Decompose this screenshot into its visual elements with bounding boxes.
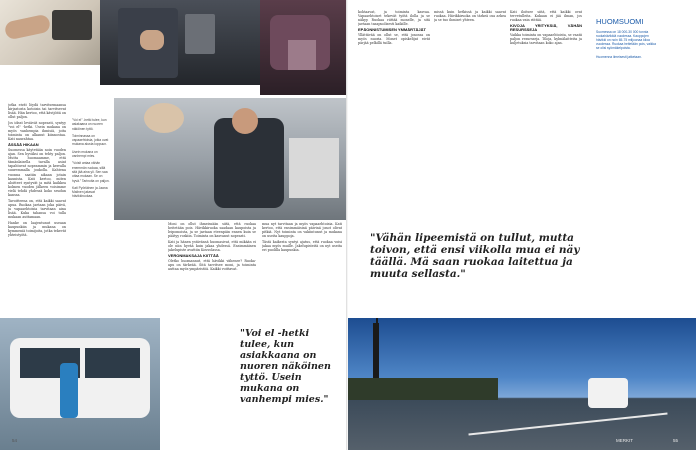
small-quote-3: Usein mukana on vanhempi mies. [72, 149, 98, 159]
mid-paragraph-3: Oletko huomannut, että hävikki vähenee? Ruoka-apu on tärkeää. Sitä tarvitsee moni, ja toiminta auttaa myös ympäristöä. Kaikki voittavat. [168, 258, 256, 271]
right-column-left-page [262, 222, 342, 322]
bus-photo [0, 318, 160, 450]
intro-paragraph-2: Jos ideat leviävät nopeasti, syntyy "voi el" -hetki. Usein mukana on myös vanhempia ihmisiä, joita toiminta on alkanut kiinnostaa. Kati naurahtaa. [8, 120, 66, 142]
right-page [348, 0, 696, 450]
facts-body: Suomessa on 18 000-30 000 tonnia ruokahävikkiä vuodessa. Kauppojen hävikki on noin 65-75 miljoonaa kiloa vuodessa. Ruokaa heitetään pois, vaikka se olisi syömäkelpoista. [596, 29, 656, 51]
top-center-photo [100, 0, 260, 85]
facts-sidebar [596, 18, 656, 268]
intro-paragraph-1: jotka eivät löydä tarvitsemaansa kirjastosta kotoisin tai tarvitsevat lisää. Hän kertoo, että kävijöitä on ollut paljon. [8, 103, 66, 120]
left-page-number: 54 [12, 438, 18, 443]
right-col-1 [358, 10, 430, 225]
top-left-photo [0, 0, 100, 65]
body-paragraph-1: Suomessa käytetään noin vuoden ajan. Sen hyväksi on tehty paljon. Mutta huomaamme, että tämänlaisella tavalla asiat tapahtuvat nopeammin ja kerralla suuremmalla joukolla. Kahtena vuonna saatiin aikaan jotain kaunista. Kati kertoo, miten aloitteet syntyvät ja mitä kaikkea kolmen vuoden jälkeen voisimme vielä tehdä yhdessä koko seudun kanssa. [8, 147, 66, 197]
facts-title: HUOMSUOMI [596, 17, 644, 26]
heading-assaa: ÄSSÄÄ HIKAAN [8, 141, 39, 147]
small-quote-1: "Voi el" -hetki tulee, kun asiakaana on nuoren näköinen tyttö. [72, 118, 107, 131]
right-col-3 [510, 10, 582, 225]
road-photo [348, 318, 696, 450]
right-col-paragraph-1: mua nyt tarvitaan ja myös vapaaehtoisia. Kati kertoo, että ensimmäisinä päivinä jonot olivat pitkiä. Nyt toiminta on vakiintunut ja mukana on useita kauppoja. [262, 222, 342, 239]
mid-paragraph-2: Kati ja hänen ystävänsä huomasivat, että mikään ei ole niin hyvää kuin jakaa yhdessä. Ensimmäinen jakelupiste avattiin Kouvolassa. [168, 239, 256, 253]
middle-photo [114, 98, 348, 220]
facts-note: Huomenna ilmeisesti jatketaan. [596, 54, 642, 59]
heading-veronmaksaja: VERONMAKSAJA KIITTÄÄ [168, 252, 219, 258]
heading-epaonnistumisen: EPÄONNISTUMISEN YMMÄRTÄJÄT [358, 26, 426, 32]
sidebar-text-2: Kati Pyöriäinen ja Jaana Malinen jakavat hävikkiruokaa. [72, 185, 108, 199]
right-pull-quote: "Vähän lipeemistä on tullut, mutta toivon, että ensi viikolla mua ei näy täällä. Mä saan ruokaa laitettua ja muuta sellasta." [370, 232, 580, 280]
mid-paragraph-1: Moni on ollut ihmeissään siitä, että ruokaa heitetään pois. Hävikkiruoka saadaan kaupoista ja leipomoista, ja se jaetaan eteenpäin ennen kuin se päätyy roskiin. Toiminta on kasvanut nopeasti. [168, 222, 256, 239]
magazine-name: MERKIT [616, 438, 634, 443]
right-col3-paragraph-2: Vaikka toiminta on vapaaehtoista, se vaatii paljon resursseja. Tiloja, kylmälaitteita ja kuljetuksia tarvitaan koko ajan. [510, 32, 582, 46]
right-page-number: 55 [673, 438, 679, 443]
body-paragraph-2: Tavoitteena on, että kaikki saavat apua. Ruokaa jaetaan joka päivä, ja vapaaehtoisia tarvitaan aina lisää. Kuka tahansa voi tulla mukaan auttamaan. [8, 198, 66, 219]
intro-column [8, 103, 66, 303]
right-col-paragraph-2: Tästä kaikesta syntyi ajatus, että ruokaa voisi jakaa myös muille. Jakelupisteitä on nyt useita eri puolilla kaupunkia. [262, 239, 342, 253]
right-col-2 [434, 10, 506, 225]
heading-kivoja: KIVOJA YRITYKSIÄ, VÄHÄN RESURSSEJA [510, 22, 582, 32]
right-col1-paragraph-2: Yllättävää on ollut se, että jonossa on myös nuoria. Monet opiskelijat eivät pärjää pelkillä tuilla. [358, 32, 430, 46]
right-col2-paragraph-1: missä kuin hetkissä ja kaikki saavat ruokaa. Hävikkiruoka on tärkeä osa arkea ja se tuo ihmiset yhteen. [434, 10, 506, 23]
left-pull-quote: "Voi el -hetki tulee, kun asiakkaana on nuoren näköinen tyttö. Usein mukana on vanhempi mies." [240, 328, 331, 405]
body-paragraph-3: Hanke on laajentunut useaan kaupunkiin ja mukana on kymmeniä toimijoita, jotka tekevät yhteistyötä. [8, 220, 66, 237]
top-right-photo [260, 0, 348, 95]
sidebar-text-1: "Voisit antaa vähän enemmän ruokaa, sillä sitä jää aina yli. Sen saa ottaa mukaan. Se on hyvä." Tarinoita on paljon. [72, 161, 110, 183]
right-col3-paragraph-1: Kati iloitsee siitä, että kaikki ovat tervetulleita. Kukaan ei jää ilman, jos ruokaa vain riittää. [510, 10, 582, 23]
small-quote-column [72, 118, 110, 303]
small-quote-2: Toiminnassa on vapaaehtoisia, jotka ovat mukana alusta loppuun. [72, 133, 109, 147]
right-col1-paragraph-1: kohtaavat, ja toiminta kasvaa. Vapaaehtoiset tekevät työtä ilolla ja se näkyy. Ruokaa riittää monelle, ja sitä jaetaan tasapuolisesti kaikille. [358, 10, 430, 27]
